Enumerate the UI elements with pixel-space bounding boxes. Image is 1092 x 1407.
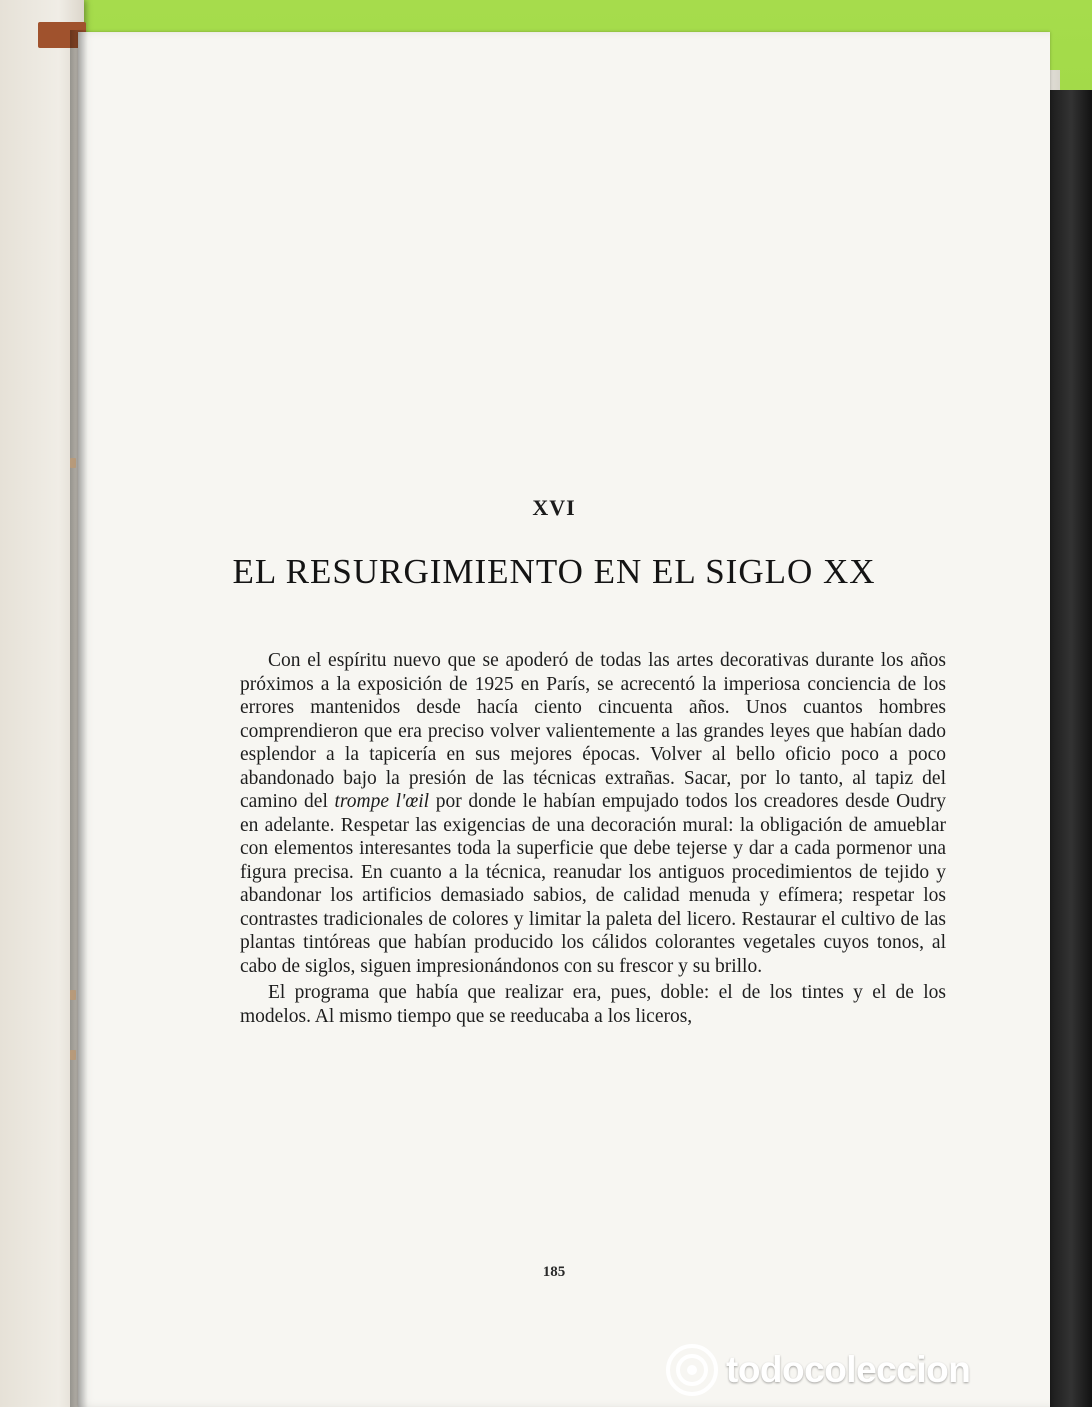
chapter-title: EL RESURGIMIENTO EN EL SIGLO XX — [232, 552, 876, 591]
todocoleccion-logo-icon — [666, 1344, 718, 1396]
book-page — [78, 32, 1050, 1407]
paragraph-1-italic: trompe l'œil — [334, 791, 430, 812]
binding-stitch — [70, 458, 76, 468]
right-book-cover — [1050, 90, 1092, 1407]
binding-stitch — [70, 990, 76, 1000]
page-number: 185 — [542, 1264, 566, 1280]
paragraph-1 — [240, 649, 946, 978]
spine-shadow — [70, 30, 88, 1407]
paragraph-1-text-b: por donde le habían empujado todos los creadores desde Oudry en adelante. Respetar las exigencias de una decoración mural: la obligación de amueblar con elementos interesantes toda la superficie que debe tejerse y dar a cada pormenor una figura precisa. En cuanto a la técnica, reanudar los antiguos procedimientos de tejido y abandonar los artificios demasiado sabios, de calidad menuda y efímera; respetar los contrastes tradicionales de colores y limitar la paleta del licero. Restaurar el cultivo de las plantas tintóreas que habían producido los cálidos colorantes vegetales cuyos tonos, al cabo de siglos, siguen impresionándonos con su frescor y su brillo. — [240, 791, 947, 977]
watermark — [666, 1340, 1086, 1400]
watermark-text: todocoleccion — [726, 1349, 971, 1390]
body-text — [240, 649, 946, 1028]
paragraph-2: El programa que había que realizar era, pues, doble: el de los tintes y el de los modelos. Al mismo tiempo que se reeducaba a los liceros, — [240, 982, 946, 1027]
paragraph-1-text-a: Con el espíritu nuevo que se apoderó de todas las artes decorativas durante los años próximos a la exposición de 1925 en París, se acrecentó la imperiosa conciencia de los errores mantenidos desde hacía ciento cincuenta años. Unos cuantos hombres comprendieron que era preciso volver valientemente a las grandes leyes que habían dado esplendor a la tapicería en sus mejores épocas. Volver al bello oficio poco a poco abandonado bajo la presión de las técnicas extrañas. Sacar, por lo tanto, al tapiz del camino del — [240, 650, 946, 812]
binding-stitch — [70, 1050, 76, 1060]
chapter-number: XVI — [532, 495, 576, 520]
